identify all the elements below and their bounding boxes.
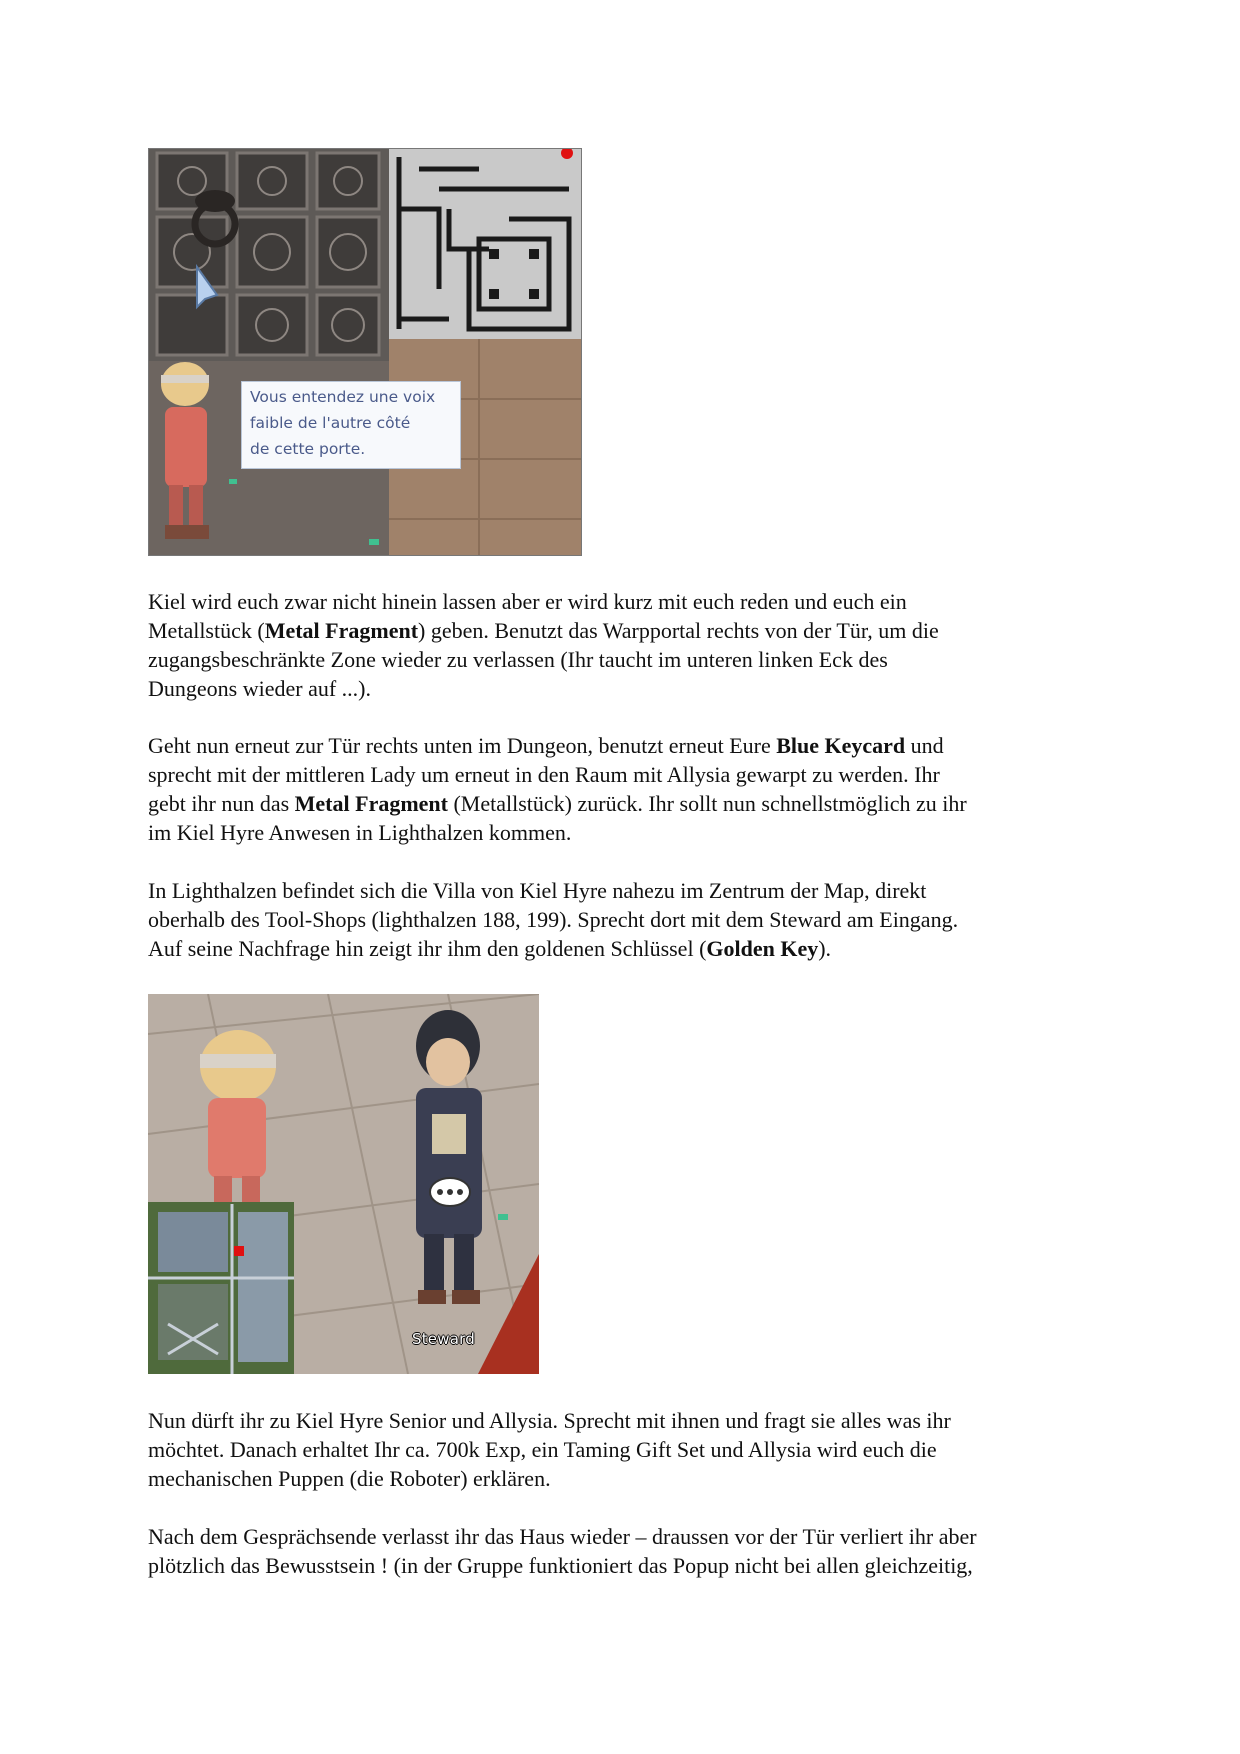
bold-term: Metal Fragment: [264, 618, 419, 643]
text-run: möchtet. Danach erhaltet Ihr ca. 700k Exp, ein Taming Gift Set und Allysia wird euch die: [148, 1437, 937, 1462]
text-line: [148, 905, 1108, 934]
text-line: [148, 1522, 1108, 1551]
text-run: ) geben. Benutzt das Warpportal rechts von der Tür, um die: [418, 618, 939, 643]
screenshot-steward: [148, 994, 539, 1374]
text-run: sprecht mit der mittleren Lady um erneut in den Raum mit Allysia gewarpt zu werden. Ihr: [148, 762, 940, 787]
dialog-line: faible de l'autre côté: [250, 414, 411, 432]
bold-term: Metal Fragment: [294, 791, 448, 816]
text-line: [148, 789, 1108, 818]
text-run: (Metallstück) zurück. Ihr sollt nun schnellstmöglich zu ihr: [447, 791, 967, 816]
text-line: [148, 760, 1108, 789]
text-line: [148, 1435, 1108, 1464]
text-run: mechanischen Puppen (die Roboter) erklären.: [148, 1466, 551, 1491]
speech-bubble-icon: [430, 1178, 470, 1206]
text-line: [148, 616, 1108, 645]
text-line: [148, 587, 1108, 616]
paragraph: [148, 587, 1108, 703]
text-line: [148, 876, 1108, 905]
text-line: [148, 1551, 1108, 1580]
text-run: Nach dem Gesprächsende verlasst ihr das Haus wieder – draussen vor der Tür verliert ihr aber: [148, 1524, 977, 1549]
paragraph: [148, 731, 1108, 847]
dialog-line: de cette porte.: [250, 440, 366, 458]
text-line: [148, 674, 1108, 703]
steward-scene-image: [148, 994, 539, 1374]
minimap: [148, 1202, 294, 1374]
paragraph: [148, 1406, 1108, 1493]
text-run: zugangsbeschränkte Zone wieder zu verlassen (Ihr taucht im unteren linken Eck des: [148, 647, 888, 672]
npc-dialog-box: [241, 381, 461, 469]
text-run: im Kiel Hyre Anwesen in Lighthalzen kommen.: [148, 820, 572, 845]
paragraph: [148, 876, 1108, 963]
text-run: Dungeons wieder auf ...).: [148, 676, 371, 701]
dialog-line: Vous entendez une voix: [250, 388, 436, 406]
text-line: [148, 934, 1108, 963]
screenshot-door-dialog: [148, 148, 582, 556]
text-run: gebt ihr nun das: [148, 791, 295, 816]
text-run: oberhalb des Tool-Shops (lighthalzen 188, 199). Sprecht dort mit dem Steward am Eingang.: [148, 907, 959, 932]
text-line: [148, 645, 1108, 674]
text-run: Kiel wird euch zwar nicht hinein lassen aber er wird kurz mit euch reden und euch ein: [148, 589, 907, 614]
text-run: Auf seine Nachfrage hin zeigt ihr ihm den goldenen Schlüssel (: [148, 936, 707, 961]
text-line: [148, 731, 1108, 760]
text-run: Metallstück (: [148, 618, 265, 643]
bold-term: Blue Keycard: [776, 733, 906, 758]
text-run: Geht nun erneut zur Tür rechts unten im Dungeon, benutzt erneut Eure: [148, 733, 777, 758]
text-run: ).: [818, 936, 832, 961]
text-run: und: [905, 733, 944, 758]
text-line: [148, 818, 1108, 847]
text-run: In Lighthalzen befindet sich die Villa von Kiel Hyre nahezu im Zentrum der Map, direkt: [148, 878, 927, 903]
text-line: [148, 1464, 1108, 1493]
paragraph: [148, 1522, 1108, 1580]
door-scene-image: [149, 149, 581, 555]
text-line: [148, 1406, 1108, 1435]
npc-name-label: Steward: [412, 1330, 475, 1348]
text-run: plötzlich das Bewusstsein ! (in der Gruppe funktioniert das Popup nicht bei allen gleichzeitig,: [148, 1553, 973, 1578]
text-run: Nun dürft ihr zu Kiel Hyre Senior und Allysia. Sprecht mit ihnen und fragt sie alles was ihr: [148, 1408, 951, 1433]
bold-term: Golden Key: [706, 936, 819, 961]
